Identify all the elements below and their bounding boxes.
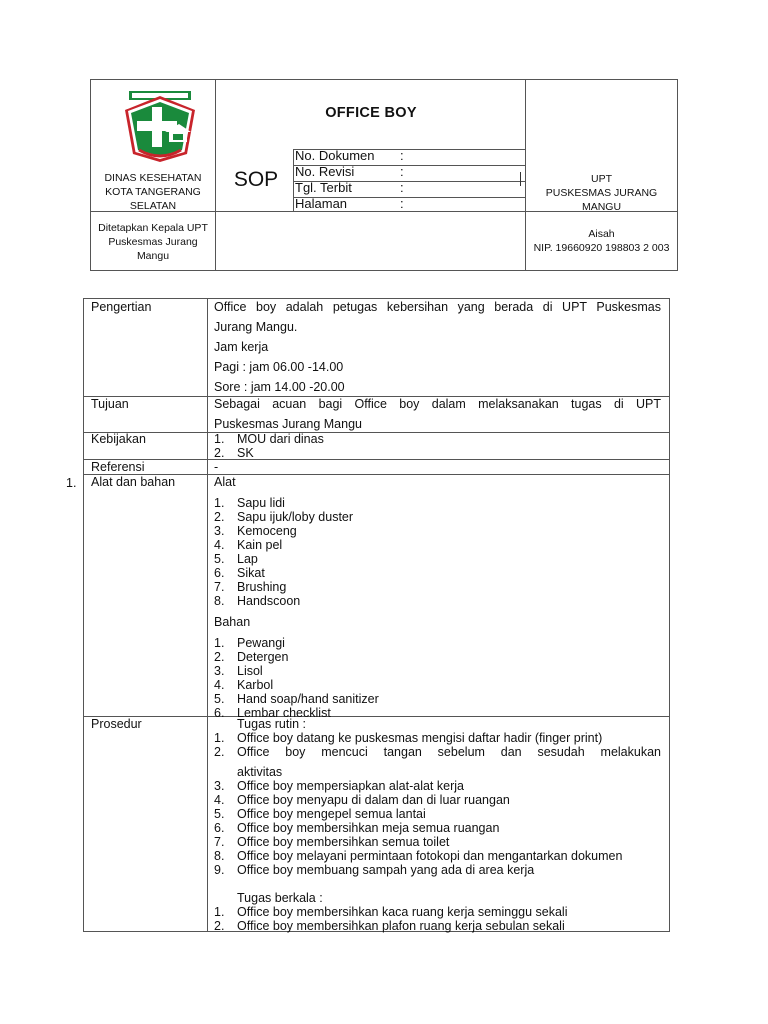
sop-content-table [83, 298, 670, 932]
list-item: 1. Sapu lidi [214, 496, 285, 510]
list-item: 4. Kain pel [214, 538, 283, 552]
label-pengertian: Pengertian [91, 300, 152, 314]
meta-issue-date: Tgl. Terbit : [295, 180, 404, 195]
content-tujuan: Sebagai acuan bagi Office boy dalam melaksanakan tugas di UPT Puskesmas Jurang Mangu [214, 397, 661, 431]
list-item: 5. Lap [214, 552, 258, 566]
meta-revision: No. Revisi : [295, 164, 404, 179]
list-item: 8. Handscoon [214, 594, 301, 608]
label-prosedur: Prosedur [91, 717, 142, 731]
established-line2: Puskesmas Jurang [108, 236, 198, 248]
org-name-line1: DINAS KESEHATAN [104, 172, 202, 184]
list-item: 1. Office boy datang ke puskesmas mengisi daftar hadir (finger print) [214, 731, 603, 745]
content-alat-dan-bahan [214, 475, 661, 720]
text-cursor-mark [520, 172, 521, 186]
list-item: 3. Lisol [214, 664, 263, 678]
list-item: 4. Office boy menyapu di dalam dan di luar ruangan [214, 793, 510, 807]
list-item: 4. Karbol [214, 678, 274, 692]
list-item: 5. Hand soap/hand sanitizer [214, 692, 379, 706]
list-item: 2. Office boy membersihkan plafon ruang kerja sebulan sekali [214, 919, 565, 933]
content-prosedur [214, 717, 661, 933]
label-referensi: Referensi [91, 460, 145, 474]
meta-document-number: No. Dokumen : [295, 148, 404, 163]
list-item: 2. SK [214, 446, 254, 460]
signer-name: Aisah [588, 228, 615, 240]
tugas-berkala-heading: Tugas berkala : [237, 891, 323, 905]
list-item: 7. Office boy membersihkan semua toilet [214, 835, 450, 849]
list-item: 9. Office boy membuang sampah yang ada di area kerja [214, 863, 535, 877]
unit-line2: PUSKESMAS JURANG [545, 187, 658, 199]
list-item: 3. Kemoceng [214, 524, 297, 538]
document-title: OFFICE BOY [325, 105, 417, 121]
list-item: 6. Sikat [214, 566, 265, 580]
org-name-line2: KOTA TANGERANG [105, 186, 201, 198]
bahan-heading: Bahan [214, 615, 251, 629]
org-name-line3: SELATAN [129, 200, 177, 212]
tugas-rutin-heading: Tugas rutin : [237, 717, 307, 731]
alat-heading: Alat [214, 475, 236, 489]
unit-line1: UPT [591, 173, 612, 185]
signer-nip: NIP. 19660920 198803 2 003 [533, 242, 670, 254]
meta-page: Halaman : [295, 196, 404, 211]
unit-line3: MANGU [581, 201, 622, 213]
content-pengertian: Office boy adalah petugas kebersihan yang berada di UPT Puskesmas Jurang Mangu. Jam kerja Pagi : jam 06.00 -14.00 Sore : jam 14.00 -20.00 [214, 300, 661, 394]
list-item: 8. Office boy melayani permintaan fotokopi dan mengantarkan dokumen [214, 849, 623, 863]
list-item: 1. Pewangi [214, 636, 285, 650]
list-item: 1. Office boy membersihkan kaca ruang kerja seminggu sekali [214, 905, 568, 919]
list-item: 7. Brushing [214, 580, 287, 594]
list-item: 1. MOU dari dinas [214, 432, 324, 446]
list-item: 2. Office boy mencuci tangan sebelum dan sesudah melakukan aktivitas [214, 745, 661, 779]
content-referensi: - [214, 460, 219, 474]
content-kebijakan [214, 432, 661, 460]
list-item: 2. Detergen [214, 650, 289, 664]
list-item: 3. Office boy mempersiapkan alat-alat kerja [214, 779, 464, 793]
sop-header-table [90, 79, 678, 271]
label-tujuan: Tujuan [91, 397, 129, 411]
list-item: 6. Lembar checklist [214, 706, 331, 720]
list-item: 2. Sapu ijuk/loby duster [214, 510, 354, 524]
established-line1: Ditetapkan Kepala UPT [98, 222, 208, 234]
list-item: 6. Office boy membersihkan meja semua ruangan [214, 821, 500, 835]
label-kebijakan: Kebijakan [91, 432, 146, 446]
health-department-logo [121, 88, 199, 164]
list-item: 5. Office boy mengepel semua lantai [214, 807, 426, 821]
outer-list-number: 1. [66, 476, 77, 490]
established-line3: Mangu [136, 250, 170, 262]
label-alat-dan-bahan: Alat dan bahan [91, 475, 176, 489]
sop-label: SOP [233, 168, 279, 191]
